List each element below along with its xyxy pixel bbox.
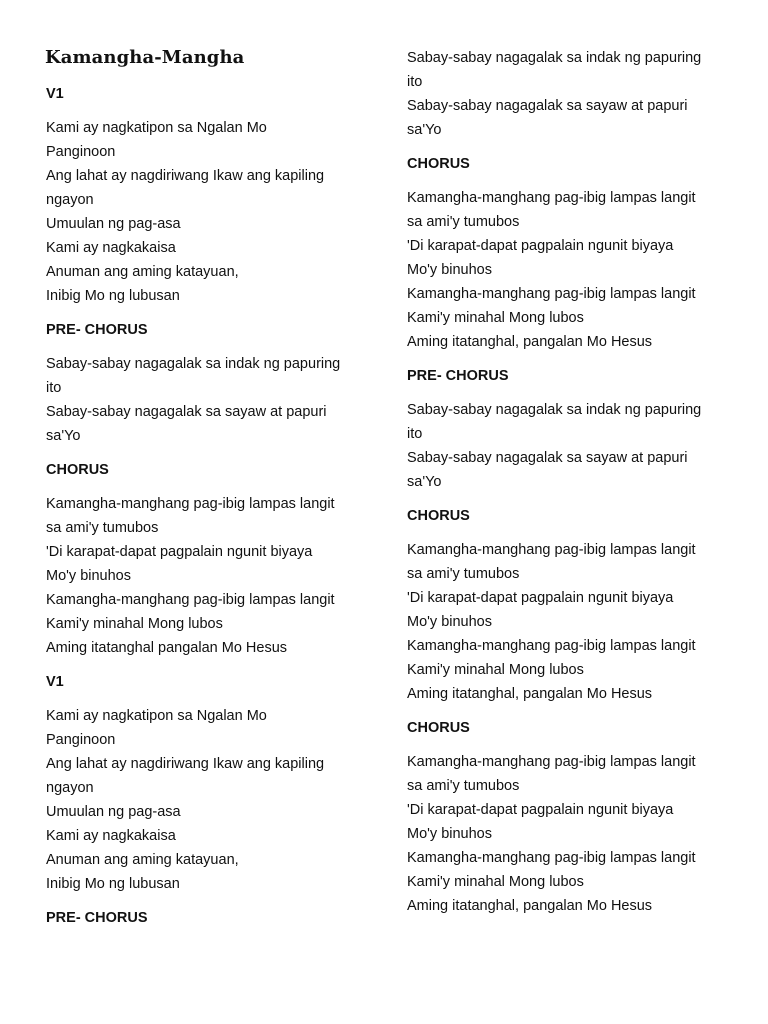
lyric-line: Kami'y minahal Mong lubos xyxy=(407,874,584,890)
lyric-line: Inibig Mo ng lubusan xyxy=(46,288,180,304)
lyric-line: Umuulan ng pag-asa xyxy=(46,804,181,820)
lyric-line: Panginoon xyxy=(46,144,116,160)
lyric-line: ito xyxy=(46,380,62,396)
lyric-line: ito xyxy=(407,426,423,442)
lyric-line: ngayon xyxy=(46,192,94,208)
song-title: Kamangha-Mangha xyxy=(45,47,245,68)
lyric-line: Panginoon xyxy=(46,732,116,748)
section-label: PRE- CHORUS xyxy=(46,910,148,926)
section-label: CHORUS xyxy=(407,720,470,736)
section-label: CHORUS xyxy=(407,508,470,524)
lyric-line: 'Di karapat-dapat pagpalain ngunit biyaya xyxy=(46,544,313,560)
lyric-line: Mo'y binuhos xyxy=(407,826,492,842)
lyric-line: Aming itatanghal, pangalan Mo Hesus xyxy=(407,898,653,914)
lyric-line: sa ami'y tumubos xyxy=(407,566,520,582)
lyric-line: Sabay-sabay nagagalak sa indak ng papuring xyxy=(407,50,702,66)
lyric-line: Mo'y binuhos xyxy=(46,568,131,584)
lyric-line: Kami ay nagkatipon sa Ngalan Mo xyxy=(46,708,267,724)
section-label: CHORUS xyxy=(46,462,109,478)
lyric-line: Kamangha-manghang pag-ibig lampas langit xyxy=(407,542,696,558)
lyric-line: 'Di karapat-dapat pagpalain ngunit biyaya xyxy=(407,802,674,818)
lyric-line: Kami ay nagkatipon sa Ngalan Mo xyxy=(46,120,267,136)
lyric-line: ito xyxy=(407,74,423,90)
lyric-line: Umuulan ng pag-asa xyxy=(46,216,181,232)
lyric-line: Ang lahat ay nagdiriwang Ikaw ang kapiling xyxy=(46,756,325,772)
lyric-line: 'Di karapat-dapat pagpalain ngunit biyaya xyxy=(407,238,674,254)
lyric-line: Aming itatanghal pangalan Mo Hesus xyxy=(46,640,288,656)
section-label: PRE- CHORUS xyxy=(407,368,509,384)
lyric-line: Aming itatanghal, pangalan Mo Hesus xyxy=(407,334,653,350)
lyric-line: 'Di karapat-dapat pagpalain ngunit biyaya xyxy=(407,590,674,606)
lyric-line: Kami ay nagkakaisa xyxy=(46,240,176,256)
lyric-line: ngayon xyxy=(46,780,94,796)
lyric-line: sa ami'y tumubos xyxy=(407,778,520,794)
lyric-line: Kamangha-manghang pag-ibig lampas langit xyxy=(407,190,696,206)
lyric-line: Kami ay nagkakaisa xyxy=(46,828,176,844)
lyric-line: Inibig Mo ng lubusan xyxy=(46,876,180,892)
lyric-line: Anuman ang aming katayuan, xyxy=(46,264,239,280)
section-label: V1 xyxy=(46,86,64,102)
lyric-line: Kamangha-manghang pag-ibig lampas langit xyxy=(46,592,335,608)
lyric-line: Sabay-sabay nagagalak sa sayaw at papuri xyxy=(407,98,688,114)
lyric-line: Aming itatanghal, pangalan Mo Hesus xyxy=(407,686,653,702)
section-label: V1 xyxy=(46,674,64,690)
lyric-line: Sabay-sabay nagagalak sa sayaw at papuri xyxy=(407,450,688,466)
lyric-line: Sabay-sabay nagagalak sa indak ng papuring xyxy=(46,356,341,372)
lyric-line: sa'Yo xyxy=(407,122,442,138)
lyric-line: Mo'y binuhos xyxy=(407,614,492,630)
lyric-line: Sabay-sabay nagagalak sa sayaw at papuri xyxy=(46,404,327,420)
lyric-line: Ang lahat ay nagdiriwang Ikaw ang kapiling xyxy=(46,168,325,184)
lyric-line: Mo'y binuhos xyxy=(407,262,492,278)
lyric-line: sa ami'y tumubos xyxy=(46,520,159,536)
lyric-line: Kamangha-manghang pag-ibig lampas langit xyxy=(407,850,696,866)
lyric-line: sa'Yo xyxy=(407,474,442,490)
lyric-line: Kamangha-manghang pag-ibig lampas langit xyxy=(407,638,696,654)
lyric-line: Kamangha-manghang pag-ibig lampas langit xyxy=(407,286,696,302)
lyric-line: Kamangha-manghang pag-ibig lampas langit xyxy=(407,754,696,770)
section-label: PRE- CHORUS xyxy=(46,322,148,338)
lyric-line: Kami'y minahal Mong lubos xyxy=(407,662,584,678)
lyric-line: sa ami'y tumubos xyxy=(407,214,520,230)
section-label: CHORUS xyxy=(407,156,470,172)
lyric-line: Sabay-sabay nagagalak sa indak ng papuring xyxy=(407,402,702,418)
lyric-line: Kamangha-manghang pag-ibig lampas langit xyxy=(46,496,335,512)
lyric-line: sa'Yo xyxy=(46,428,81,444)
lyric-line: Anuman ang aming katayuan, xyxy=(46,852,239,868)
lyric-line: Kami'y minahal Mong lubos xyxy=(46,616,223,632)
lyric-line: Kami'y minahal Mong lubos xyxy=(407,310,584,326)
